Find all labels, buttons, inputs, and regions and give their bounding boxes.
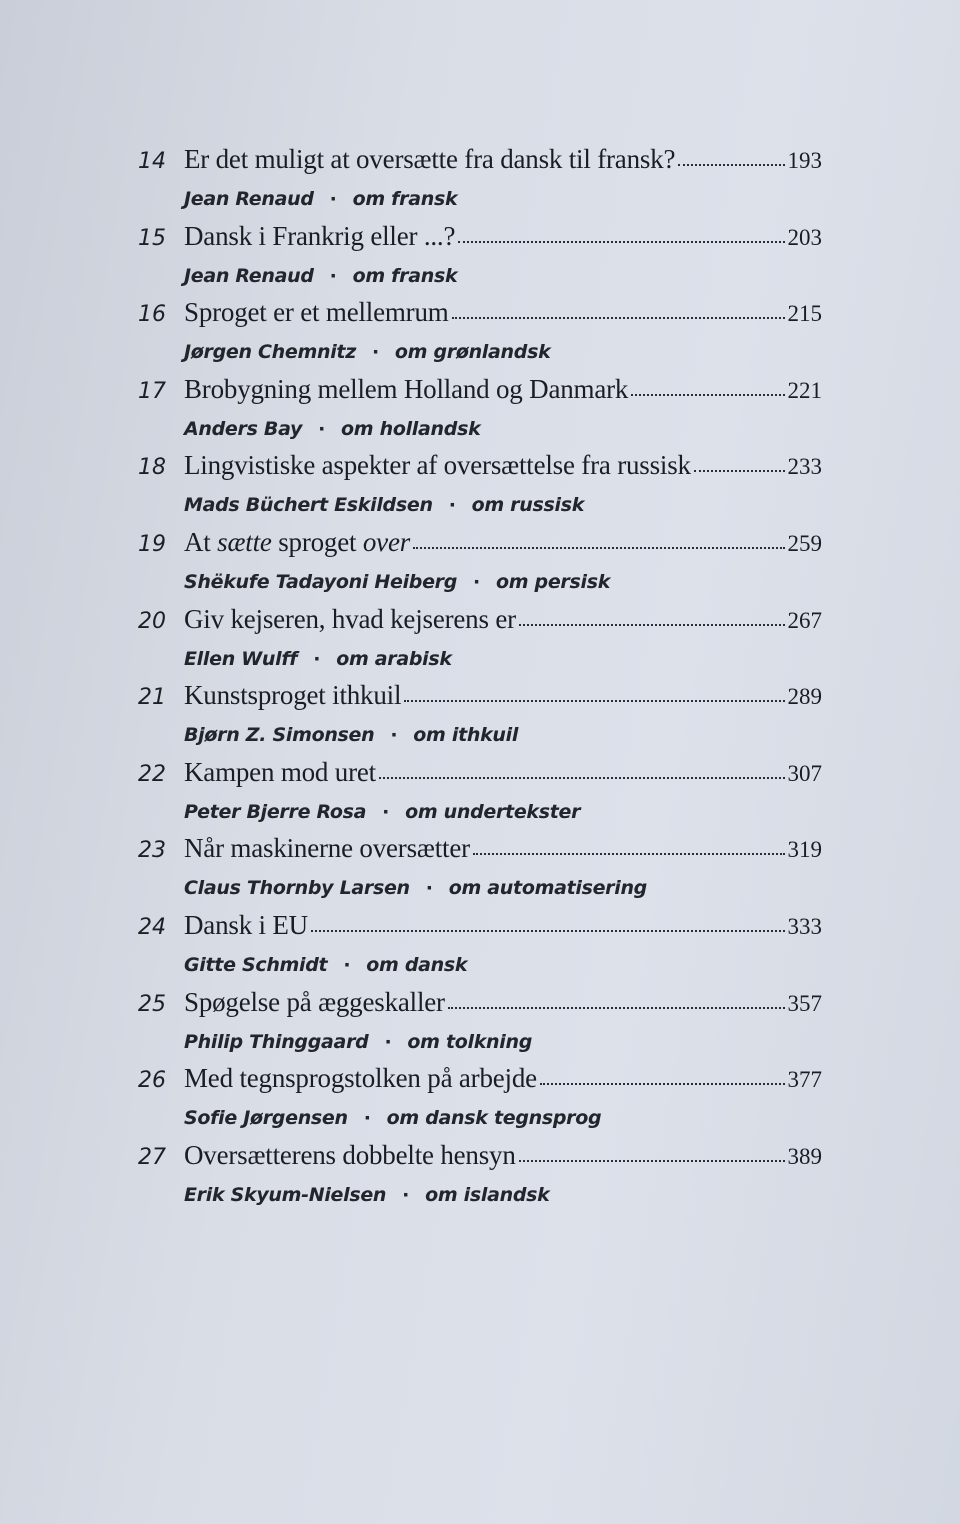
chapter-topic: om ithkuil xyxy=(413,724,519,747)
toc-entry xyxy=(138,221,822,298)
chapter-number: 18 xyxy=(138,455,166,481)
chapter-number: 17 xyxy=(138,378,166,404)
toc-entry xyxy=(138,450,822,527)
dot-leader xyxy=(631,393,784,396)
chapter-number: 24 xyxy=(138,914,166,940)
dot-leader xyxy=(458,240,784,243)
page-number: 259 xyxy=(787,530,822,556)
page-number: 319 xyxy=(787,837,822,863)
page-number: 377 xyxy=(787,1067,822,1093)
dot-leader xyxy=(452,316,785,319)
separator-dot: · xyxy=(371,341,379,364)
toc-entry xyxy=(138,1063,822,1140)
chapter-author: Jean Renaud xyxy=(184,188,314,210)
chapter-topic: om islandsk xyxy=(425,1183,550,1206)
title-part: At xyxy=(184,526,218,557)
page-number: 307 xyxy=(787,760,822,786)
toc-entry xyxy=(138,374,822,451)
chapter-title: Giv kejseren, hvad kejserens er xyxy=(184,603,516,634)
chapter-author: Anders Bay xyxy=(184,417,303,440)
chapter-number: 21 xyxy=(138,685,166,711)
chapter-author: Erik Skyum-Nielsen xyxy=(184,1183,387,1206)
chapter-number: 16 xyxy=(138,302,166,328)
separator-dot: · xyxy=(329,264,337,287)
toc-entry xyxy=(138,604,822,681)
separator-dot: · xyxy=(318,417,326,440)
toc-entry xyxy=(138,680,822,757)
page-number: 333 xyxy=(787,913,822,939)
chapter-number: 25 xyxy=(138,991,166,1017)
chapter-title xyxy=(184,527,410,558)
dot-leader xyxy=(678,163,784,166)
separator-dot: · xyxy=(313,647,321,670)
dot-leader xyxy=(473,852,785,855)
page-number: 357 xyxy=(787,990,822,1016)
chapter-author: Jean Renaud xyxy=(184,264,314,287)
chapter-title: Dansk i EU xyxy=(184,909,308,940)
chapter-topic: om persisk xyxy=(495,570,611,593)
dot-leader xyxy=(379,776,785,779)
chapter-title: Kunstsproget ithkuil xyxy=(184,680,402,711)
page-number: 233 xyxy=(787,454,822,480)
chapter-number: 15 xyxy=(138,225,166,251)
chapter-title: Når maskinerne oversætter xyxy=(184,833,470,864)
chapter-title: Spøgelse på æggeskaller xyxy=(184,986,445,1017)
table-of-contents xyxy=(138,144,822,1216)
page-number: 389 xyxy=(787,1143,822,1169)
chapter-topic: om automatisering xyxy=(448,877,647,900)
toc-entry xyxy=(138,757,822,834)
chapter-author: Peter Bjerre Rosa xyxy=(184,800,367,823)
chapter-author: Claus Thornby Larsen xyxy=(184,877,410,900)
chapter-author: Bjørn Z. Simonsen xyxy=(184,724,375,747)
chapter-title: Brobygning mellem Holland og Danmark xyxy=(184,373,629,404)
toc-entry xyxy=(138,1140,822,1217)
chapter-topic: om arabisk xyxy=(336,647,452,670)
dot-leader xyxy=(311,929,785,932)
dot-leader xyxy=(519,623,785,626)
dot-leader xyxy=(694,469,785,472)
page-number: 221 xyxy=(787,377,822,403)
toc-entry xyxy=(138,527,822,604)
dot-leader xyxy=(413,546,784,549)
chapter-author: Mads Büchert Eskildsen xyxy=(184,494,433,517)
separator-dot: · xyxy=(382,800,390,823)
toc-entry xyxy=(138,833,822,910)
chapter-topic: om hollandsk xyxy=(341,417,481,440)
title-italic-part: sætte xyxy=(217,526,272,557)
title-part: sproget xyxy=(271,526,363,557)
page-number: 289 xyxy=(787,684,822,710)
chapter-number: 19 xyxy=(138,531,166,557)
chapter-author: Philip Thinggaard xyxy=(184,1030,369,1053)
chapter-topic: om grønlandsk xyxy=(394,341,551,364)
chapter-topic: om dansk tegnsprog xyxy=(386,1107,602,1130)
chapter-topic: om tolkning xyxy=(407,1030,532,1053)
dot-leader xyxy=(540,1082,785,1085)
separator-dot: · xyxy=(448,494,456,517)
chapter-title: Sproget er et mellemrum xyxy=(184,297,449,328)
chapter-topic: om fransk xyxy=(352,264,458,287)
separator-dot: · xyxy=(329,188,337,210)
page-number: 193 xyxy=(787,148,822,173)
chapter-author: Gitte Schmidt xyxy=(184,953,328,976)
toc-entry xyxy=(138,144,822,221)
chapter-number: 26 xyxy=(138,1068,166,1094)
separator-dot: · xyxy=(390,724,398,747)
chapter-author: Ellen Wulff xyxy=(184,647,298,670)
chapter-title: Oversætterens dobbelte hensyn xyxy=(184,1139,516,1170)
separator-dot: · xyxy=(343,953,351,976)
toc-entry xyxy=(138,910,822,987)
chapter-topic: om fransk xyxy=(352,188,458,210)
chapter-title: Kampen mod uret xyxy=(184,756,376,787)
page-number: 267 xyxy=(787,607,822,633)
chapter-title: Lingvistiske aspekter af oversættelse fra russisk xyxy=(184,450,691,481)
chapter-number: 14 xyxy=(138,149,166,174)
chapter-topic: om dansk xyxy=(366,953,468,976)
page-number: 203 xyxy=(787,224,822,250)
chapter-author: Jørgen Chemnitz xyxy=(184,341,356,364)
chapter-title: Er det muligt at oversætte fra dansk til fransk? xyxy=(184,144,676,174)
chapter-number: 27 xyxy=(138,1144,166,1170)
separator-dot: · xyxy=(425,877,433,900)
separator-dot: · xyxy=(402,1183,410,1206)
title-italic-part: over xyxy=(362,526,411,557)
separator-dot: · xyxy=(384,1030,392,1053)
dot-leader xyxy=(519,1159,785,1162)
dot-leader xyxy=(448,1006,785,1009)
dot-leader xyxy=(404,699,784,702)
chapter-title: Dansk i Frankrig eller ...? xyxy=(184,220,456,251)
chapter-number: 22 xyxy=(138,761,166,787)
chapter-number: 23 xyxy=(138,838,166,864)
chapter-title: Med tegnsprogstolken på arbejde xyxy=(184,1063,537,1094)
toc-entry xyxy=(138,987,822,1064)
page-number: 215 xyxy=(787,301,822,327)
separator-dot: · xyxy=(363,1107,371,1130)
chapter-topic: om undertekster xyxy=(405,800,581,823)
chapter-author: Sofie Jørgensen xyxy=(184,1107,348,1130)
separator-dot: · xyxy=(473,570,480,593)
chapter-number: 20 xyxy=(138,608,166,634)
chapter-topic: om russisk xyxy=(471,494,585,517)
toc-entry xyxy=(138,297,822,374)
chapter-author: Shëkufe Tadayoni Heiberg xyxy=(184,570,458,593)
